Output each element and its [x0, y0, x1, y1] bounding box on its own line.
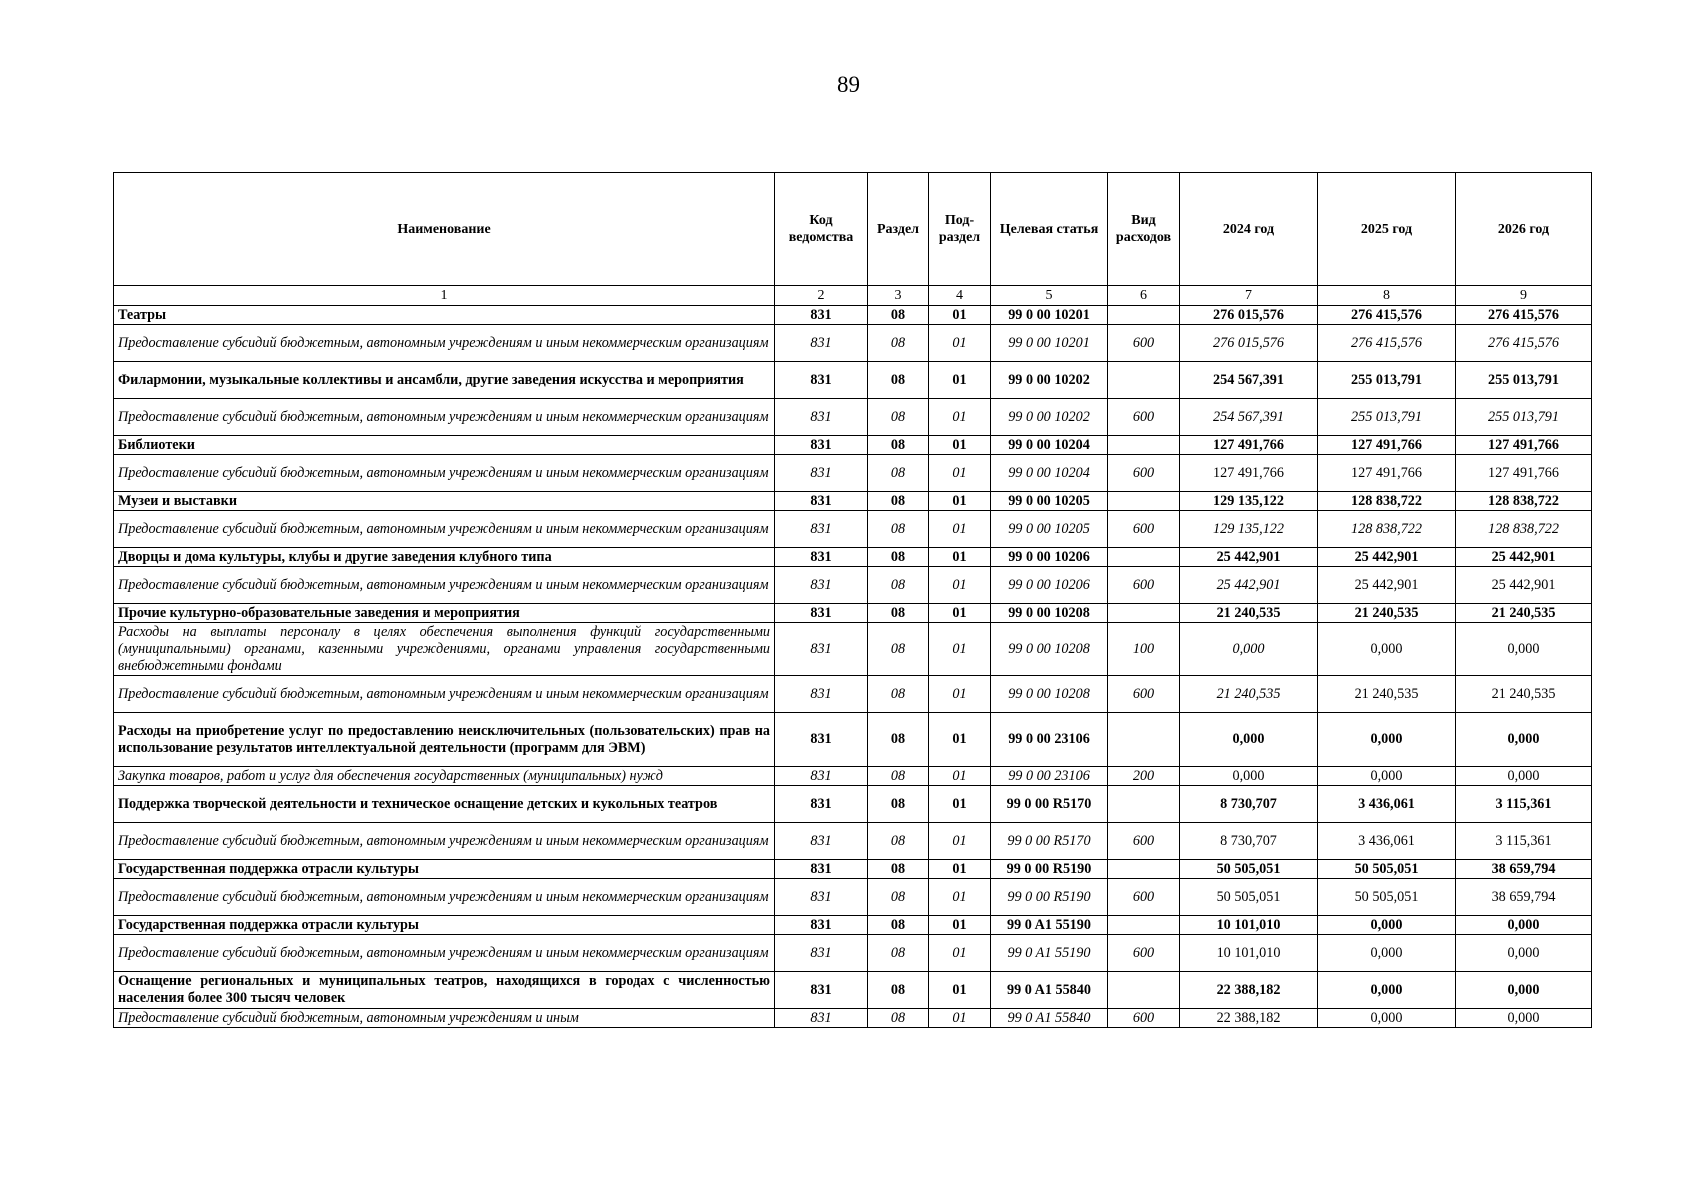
- table-row: [114, 362, 1592, 399]
- row-expense-type: 600: [1108, 1009, 1180, 1028]
- row-dept-code: 831: [775, 548, 868, 567]
- row-amount-2026: 0,000: [1456, 1009, 1592, 1028]
- row-expense-type: 600: [1108, 676, 1180, 713]
- row-section: 08: [868, 860, 929, 879]
- row-amount-2025: 0,000: [1318, 935, 1456, 972]
- row-name: Предоставление субсидий бюджетным, автономным учреждениям и иным некоммерческим организациям: [114, 511, 775, 548]
- row-name: Государственная поддержка отрасли культуры: [114, 860, 775, 879]
- row-dept-code: 831: [775, 325, 868, 362]
- row-subsection: 01: [929, 935, 991, 972]
- row-target-article: 99 0 00 10202: [991, 362, 1108, 399]
- column-number: 9: [1456, 286, 1592, 306]
- row-amount-2026: 127 491,766: [1456, 436, 1592, 455]
- row-amount-2025: 0,000: [1318, 767, 1456, 786]
- column-number: 3: [868, 286, 929, 306]
- table-row: [114, 604, 1592, 623]
- row-target-article: 99 0 A1 55190: [991, 935, 1108, 972]
- row-target-article: 99 0 00 10208: [991, 623, 1108, 676]
- row-amount-2024: 127 491,766: [1180, 436, 1318, 455]
- row-amount-2026: 21 240,535: [1456, 676, 1592, 713]
- row-amount-2026: 0,000: [1456, 972, 1592, 1009]
- row-amount-2024: 254 567,391: [1180, 399, 1318, 436]
- table-row: [114, 399, 1592, 436]
- row-amount-2025: 25 442,901: [1318, 567, 1456, 604]
- row-expense-type: [1108, 436, 1180, 455]
- row-section: 08: [868, 676, 929, 713]
- row-target-article: 99 0 00 10204: [991, 436, 1108, 455]
- row-dept-code: 831: [775, 823, 868, 860]
- row-section: 08: [868, 972, 929, 1009]
- row-expense-type: [1108, 306, 1180, 325]
- row-section: 08: [868, 916, 929, 935]
- row-amount-2025: 50 505,051: [1318, 879, 1456, 916]
- row-expense-type: [1108, 786, 1180, 823]
- row-amount-2026: 276 415,576: [1456, 306, 1592, 325]
- row-target-article: 99 0 A1 55190: [991, 916, 1108, 935]
- header-section: Раздел: [868, 173, 929, 286]
- row-name: Музеи и выставки: [114, 492, 775, 511]
- header-2025: 2025 год: [1318, 173, 1456, 286]
- row-amount-2025: 128 838,722: [1318, 492, 1456, 511]
- row-subsection: 01: [929, 567, 991, 604]
- row-subsection: 01: [929, 1009, 991, 1028]
- row-dept-code: 831: [775, 935, 868, 972]
- table-row: [114, 436, 1592, 455]
- row-name: Предоставление субсидий бюджетным, автономным учреждениям и иным некоммерческим организациям: [114, 325, 775, 362]
- row-subsection: 01: [929, 623, 991, 676]
- table-row: [114, 786, 1592, 823]
- row-amount-2025: 276 415,576: [1318, 306, 1456, 325]
- row-amount-2025: 21 240,535: [1318, 604, 1456, 623]
- row-amount-2026: 3 115,361: [1456, 823, 1592, 860]
- row-target-article: 99 0 00 10206: [991, 567, 1108, 604]
- row-target-article: 99 0 00 10208: [991, 676, 1108, 713]
- row-name: Расходы на приобретение услуг по предоставлению неисключительных (пользовательских) прав на использование результатов интеллектуальной деятельности (программ для ЭВМ): [114, 713, 775, 767]
- row-name: Предоставление субсидий бюджетным, автономным учреждениям и иным некоммерческим организациям: [114, 455, 775, 492]
- row-subsection: 01: [929, 786, 991, 823]
- row-amount-2024: 127 491,766: [1180, 455, 1318, 492]
- row-subsection: 01: [929, 306, 991, 325]
- row-amount-2024: 254 567,391: [1180, 362, 1318, 399]
- row-name: Прочие культурно-образовательные заведения и мероприятия: [114, 604, 775, 623]
- header-type: Вид расходов: [1108, 173, 1180, 286]
- row-amount-2026: 3 115,361: [1456, 786, 1592, 823]
- row-name: Театры: [114, 306, 775, 325]
- row-amount-2024: 22 388,182: [1180, 1009, 1318, 1028]
- row-subsection: 01: [929, 511, 991, 548]
- row-dept-code: 831: [775, 860, 868, 879]
- header-dept: Код ведомства: [775, 173, 868, 286]
- row-amount-2025: 276 415,576: [1318, 325, 1456, 362]
- row-expense-type: [1108, 548, 1180, 567]
- row-target-article: 99 0 00 R5190: [991, 879, 1108, 916]
- row-amount-2026: 255 013,791: [1456, 399, 1592, 436]
- table-row: [114, 676, 1592, 713]
- row-dept-code: 831: [775, 399, 868, 436]
- column-number: 7: [1180, 286, 1318, 306]
- column-number-row: [114, 286, 1592, 306]
- row-dept-code: 831: [775, 455, 868, 492]
- row-expense-type: 600: [1108, 511, 1180, 548]
- row-section: 08: [868, 713, 929, 767]
- row-amount-2026: 38 659,794: [1456, 879, 1592, 916]
- row-expense-type: 200: [1108, 767, 1180, 786]
- row-expense-type: 600: [1108, 567, 1180, 604]
- row-amount-2025: 3 436,061: [1318, 823, 1456, 860]
- table-row: [114, 972, 1592, 1009]
- row-dept-code: 831: [775, 604, 868, 623]
- table-row: [114, 879, 1592, 916]
- row-amount-2026: 0,000: [1456, 623, 1592, 676]
- row-expense-type: [1108, 860, 1180, 879]
- row-section: 08: [868, 786, 929, 823]
- row-amount-2025: 127 491,766: [1318, 436, 1456, 455]
- row-amount-2024: 276 015,576: [1180, 325, 1318, 362]
- row-dept-code: 831: [775, 362, 868, 399]
- row-dept-code: 831: [775, 511, 868, 548]
- row-target-article: 99 0 00 R5170: [991, 823, 1108, 860]
- row-subsection: 01: [929, 436, 991, 455]
- row-name: Предоставление субсидий бюджетным, автономным учреждениям и иным: [114, 1009, 775, 1028]
- column-number: 6: [1108, 286, 1180, 306]
- row-name: Предоставление субсидий бюджетным, автономным учреждениям и иным некоммерческим организациям: [114, 676, 775, 713]
- row-section: 08: [868, 623, 929, 676]
- row-amount-2024: 10 101,010: [1180, 935, 1318, 972]
- row-subsection: 01: [929, 362, 991, 399]
- row-name: Расходы на выплаты персоналу в целях обеспечения выполнения функций государственными (муниципальными) органами, казенными учреждениями, органами управления государственными внебюджетными фондами: [114, 623, 775, 676]
- row-dept-code: 831: [775, 567, 868, 604]
- row-amount-2024: 0,000: [1180, 713, 1318, 767]
- table-row: [114, 306, 1592, 325]
- table-row: [114, 325, 1592, 362]
- row-expense-type: [1108, 604, 1180, 623]
- row-dept-code: 831: [775, 436, 868, 455]
- header-name: Наименование: [114, 173, 775, 286]
- row-section: 08: [868, 325, 929, 362]
- row-amount-2025: 21 240,535: [1318, 676, 1456, 713]
- row-amount-2026: 0,000: [1456, 713, 1592, 767]
- row-name: Поддержка творческой деятельности и техническое оснащение детских и кукольных театров: [114, 786, 775, 823]
- row-amount-2025: 0,000: [1318, 713, 1456, 767]
- row-expense-type: 600: [1108, 879, 1180, 916]
- row-amount-2024: 50 505,051: [1180, 860, 1318, 879]
- column-number: 4: [929, 286, 991, 306]
- row-section: 08: [868, 362, 929, 399]
- column-number: 1: [114, 286, 775, 306]
- table-header-row: [114, 173, 1592, 286]
- row-target-article: 99 0 00 23106: [991, 713, 1108, 767]
- row-amount-2026: 0,000: [1456, 767, 1592, 786]
- row-amount-2024: 129 135,122: [1180, 511, 1318, 548]
- row-subsection: 01: [929, 399, 991, 436]
- row-amount-2025: 128 838,722: [1318, 511, 1456, 548]
- row-amount-2024: 21 240,535: [1180, 676, 1318, 713]
- row-target-article: 99 0 00 10201: [991, 306, 1108, 325]
- row-name: Оснащение региональных и муниципальных театров, находящихся в городах с численностью населения более 300 тысяч человек: [114, 972, 775, 1009]
- row-subsection: 01: [929, 604, 991, 623]
- row-section: 08: [868, 604, 929, 623]
- page-number: 89: [837, 72, 860, 97]
- row-target-article: 99 0 00 23106: [991, 767, 1108, 786]
- row-name: Предоставление субсидий бюджетным, автономным учреждениям и иным некоммерческим организациям: [114, 567, 775, 604]
- table-row: [114, 492, 1592, 511]
- row-amount-2026: 276 415,576: [1456, 325, 1592, 362]
- row-subsection: 01: [929, 916, 991, 935]
- table-row: [114, 935, 1592, 972]
- row-name: Государственная поддержка отрасли культуры: [114, 916, 775, 935]
- table-row: [114, 511, 1592, 548]
- row-target-article: 99 0 A1 55840: [991, 1009, 1108, 1028]
- row-dept-code: 831: [775, 306, 868, 325]
- row-target-article: 99 0 00 10206: [991, 548, 1108, 567]
- row-subsection: 01: [929, 972, 991, 1009]
- row-subsection: 01: [929, 823, 991, 860]
- row-subsection: 01: [929, 548, 991, 567]
- row-target-article: 99 0 00 R5170: [991, 786, 1108, 823]
- row-section: 08: [868, 567, 929, 604]
- row-section: 08: [868, 1009, 929, 1028]
- row-amount-2024: 22 388,182: [1180, 972, 1318, 1009]
- row-expense-type: [1108, 492, 1180, 511]
- row-amount-2025: 255 013,791: [1318, 399, 1456, 436]
- row-amount-2024: 10 101,010: [1180, 916, 1318, 935]
- row-subsection: 01: [929, 325, 991, 362]
- row-subsection: 01: [929, 455, 991, 492]
- table-row: [114, 860, 1592, 879]
- row-amount-2026: 38 659,794: [1456, 860, 1592, 879]
- table-row: [114, 548, 1592, 567]
- row-name: Предоставление субсидий бюджетным, автономным учреждениям и иным некоммерческим организациям: [114, 879, 775, 916]
- table-row: [114, 823, 1592, 860]
- row-dept-code: 831: [775, 972, 868, 1009]
- row-amount-2024: 129 135,122: [1180, 492, 1318, 511]
- row-amount-2026: 0,000: [1456, 935, 1592, 972]
- row-expense-type: [1108, 713, 1180, 767]
- row-amount-2025: 127 491,766: [1318, 455, 1456, 492]
- header-subsection: Под-раздел: [929, 173, 991, 286]
- row-amount-2025: 0,000: [1318, 972, 1456, 1009]
- header-2026: 2026 год: [1456, 173, 1592, 286]
- row-name: Предоставление субсидий бюджетным, автономным учреждениям и иным некоммерческим организациям: [114, 935, 775, 972]
- row-section: 08: [868, 399, 929, 436]
- row-amount-2026: 255 013,791: [1456, 362, 1592, 399]
- row-expense-type: [1108, 972, 1180, 1009]
- row-amount-2025: 255 013,791: [1318, 362, 1456, 399]
- row-amount-2024: 25 442,901: [1180, 548, 1318, 567]
- table-row: [114, 567, 1592, 604]
- row-amount-2026: 25 442,901: [1456, 567, 1592, 604]
- row-name: Предоставление субсидий бюджетным, автономным учреждениям и иным некоммерческим организациям: [114, 399, 775, 436]
- row-target-article: 99 0 00 R5190: [991, 860, 1108, 879]
- row-amount-2024: 0,000: [1180, 623, 1318, 676]
- row-section: 08: [868, 823, 929, 860]
- column-number: 2: [775, 286, 868, 306]
- row-expense-type: 600: [1108, 935, 1180, 972]
- row-expense-type: 600: [1108, 399, 1180, 436]
- row-name: Филармонии, музыкальные коллективы и ансамбли, другие заведения искусства и мероприятия: [114, 362, 775, 399]
- row-section: 08: [868, 455, 929, 492]
- row-amount-2024: 50 505,051: [1180, 879, 1318, 916]
- row-expense-type: [1108, 916, 1180, 935]
- row-section: 08: [868, 436, 929, 455]
- row-name: Закупка товаров, работ и услуг для обеспечения государственных (муниципальных) нужд: [114, 767, 775, 786]
- row-section: 08: [868, 306, 929, 325]
- row-amount-2026: 128 838,722: [1456, 492, 1592, 511]
- column-number: 5: [991, 286, 1108, 306]
- row-section: 08: [868, 935, 929, 972]
- row-amount-2026: 0,000: [1456, 916, 1592, 935]
- row-amount-2025: 3 436,061: [1318, 786, 1456, 823]
- row-expense-type: 600: [1108, 325, 1180, 362]
- row-target-article: 99 0 00 10204: [991, 455, 1108, 492]
- column-number: 8: [1318, 286, 1456, 306]
- row-section: 08: [868, 492, 929, 511]
- row-amount-2024: 21 240,535: [1180, 604, 1318, 623]
- row-dept-code: 831: [775, 1009, 868, 1028]
- row-amount-2024: 25 442,901: [1180, 567, 1318, 604]
- row-amount-2026: 127 491,766: [1456, 455, 1592, 492]
- table-row: [114, 767, 1592, 786]
- row-amount-2025: 50 505,051: [1318, 860, 1456, 879]
- row-dept-code: 831: [775, 916, 868, 935]
- row-amount-2026: 21 240,535: [1456, 604, 1592, 623]
- row-expense-type: [1108, 362, 1180, 399]
- row-name: Библиотеки: [114, 436, 775, 455]
- row-expense-type: 600: [1108, 823, 1180, 860]
- row-dept-code: 831: [775, 879, 868, 916]
- row-subsection: 01: [929, 860, 991, 879]
- row-amount-2024: 0,000: [1180, 767, 1318, 786]
- row-dept-code: 831: [775, 713, 868, 767]
- row-target-article: 99 0 00 10205: [991, 492, 1108, 511]
- row-amount-2025: 0,000: [1318, 623, 1456, 676]
- row-dept-code: 831: [775, 786, 868, 823]
- row-amount-2024: 8 730,707: [1180, 823, 1318, 860]
- row-section: 08: [868, 548, 929, 567]
- row-expense-type: 100: [1108, 623, 1180, 676]
- row-section: 08: [868, 879, 929, 916]
- row-dept-code: 831: [775, 676, 868, 713]
- row-target-article: 99 0 A1 55840: [991, 972, 1108, 1009]
- table-row: [114, 1009, 1592, 1028]
- row-target-article: 99 0 00 10208: [991, 604, 1108, 623]
- header-2024: 2024 год: [1180, 173, 1318, 286]
- row-expense-type: 600: [1108, 455, 1180, 492]
- row-target-article: 99 0 00 10201: [991, 325, 1108, 362]
- header-target: Целевая статья: [991, 173, 1108, 286]
- row-amount-2025: 0,000: [1318, 916, 1456, 935]
- row-subsection: 01: [929, 767, 991, 786]
- row-amount-2026: 128 838,722: [1456, 511, 1592, 548]
- row-amount-2025: 25 442,901: [1318, 548, 1456, 567]
- row-subsection: 01: [929, 492, 991, 511]
- row-subsection: 01: [929, 713, 991, 767]
- row-section: 08: [868, 511, 929, 548]
- row-amount-2025: 0,000: [1318, 1009, 1456, 1028]
- row-dept-code: 831: [775, 492, 868, 511]
- row-subsection: 01: [929, 676, 991, 713]
- table-row: [114, 623, 1592, 676]
- table-row: [114, 455, 1592, 492]
- row-amount-2024: 8 730,707: [1180, 786, 1318, 823]
- row-amount-2026: 25 442,901: [1456, 548, 1592, 567]
- row-dept-code: 831: [775, 767, 868, 786]
- row-amount-2024: 276 015,576: [1180, 306, 1318, 325]
- table-row: [114, 916, 1592, 935]
- row-dept-code: 831: [775, 623, 868, 676]
- row-target-article: 99 0 00 10205: [991, 511, 1108, 548]
- table-row: [114, 713, 1592, 767]
- row-section: 08: [868, 767, 929, 786]
- budget-table: [113, 172, 1592, 1028]
- row-subsection: 01: [929, 879, 991, 916]
- row-name: Дворцы и дома культуры, клубы и другие заведения клубного типа: [114, 548, 775, 567]
- row-name: Предоставление субсидий бюджетным, автономным учреждениям и иным некоммерческим организациям: [114, 823, 775, 860]
- row-target-article: 99 0 00 10202: [991, 399, 1108, 436]
